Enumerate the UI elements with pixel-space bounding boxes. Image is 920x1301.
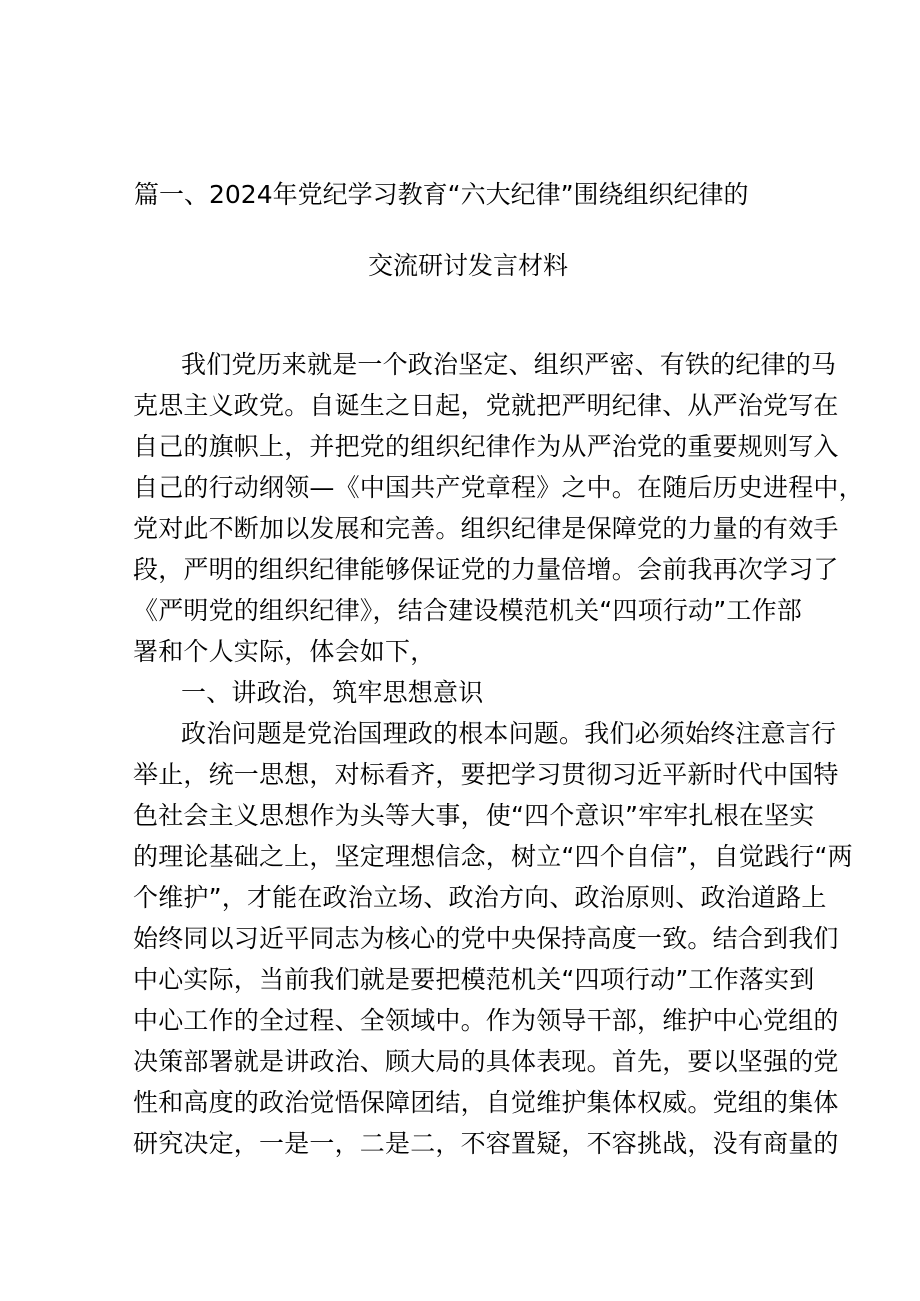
paragraph-line: 举止，统一思想，对标看齐，要把学习贯彻习近平新时代中国特 (133, 760, 839, 789)
paragraph-line: 我们党历来就是一个政治坚定、组织严密、有铁的纪律的马 (181, 350, 837, 379)
section-heading: 一、讲政治，筑牢思想意识 (181, 678, 484, 707)
document-title-line-1: 篇一、2024年党纪学习教育“六大纪律”围绕组织纪律的 (134, 180, 749, 209)
paragraph-line: 始终同以习近平同志为核心的党中央保持高度一致。结合到我们 (133, 924, 839, 953)
paragraph-line: 署和个人实际，体会如下， (133, 637, 436, 666)
paragraph-line: 段，严明的组织纪律能够保证党的力量倍增。会前我再次学习了 (133, 555, 839, 584)
paragraph-line: 《严明党的组织纪律》，结合建设模范机关“四项行动”工作部 (133, 596, 803, 625)
paragraph-line: 克思主义政党。自诞生之日起，党就把严明纪律、从严治党写在 (133, 391, 839, 420)
paragraph-line: 个维护”，才能在政治立场、政治方向、政治原则、政治道路上 (133, 883, 827, 912)
paragraph-line: 性和高度的政治觉悟保障团结，自觉维护集体权威。党组的集体 (133, 1088, 839, 1117)
document-title-line-2: 交流研讨发言材料 (368, 251, 569, 280)
paragraph-line: 的理论基础之上，坚定理想信念，树立“四个自信”，自觉践行“两 (133, 842, 853, 871)
paragraph-line: 中心实际，当前我们就是要把模范机关“四项行动”工作落实到 (133, 965, 815, 994)
paragraph-line: 色社会主义思想作为头等大事，使“四个意识”牢牢扎根在坚实 (133, 801, 815, 830)
paragraph-line: 决策部署就是讲政治、顾大局的具体表现。首先，要以坚强的党 (133, 1047, 839, 1076)
paragraph-line: 政治问题是党治国理政的根本问题。我们必须始终注意言行 (181, 719, 837, 748)
paragraph-line: 中心工作的全过程、全领域中。作为领导干部，维护中心党组的 (133, 1006, 839, 1035)
paragraph-line: 自己的旗帜上，并把党的组织纪律作为从严治党的重要规则写入 (133, 432, 839, 461)
paragraph-line: 研究决定，一是一，二是二，不容置疑，不容挑战，没有商量的 (133, 1129, 839, 1158)
paragraph-line: 自己的行动纲领—《中国共产党章程》之中。在随后历史进程中， (133, 473, 864, 502)
paragraph-line: 党对此不断加以发展和完善。组织纪律是保障党的力量的有效手 (133, 514, 839, 543)
